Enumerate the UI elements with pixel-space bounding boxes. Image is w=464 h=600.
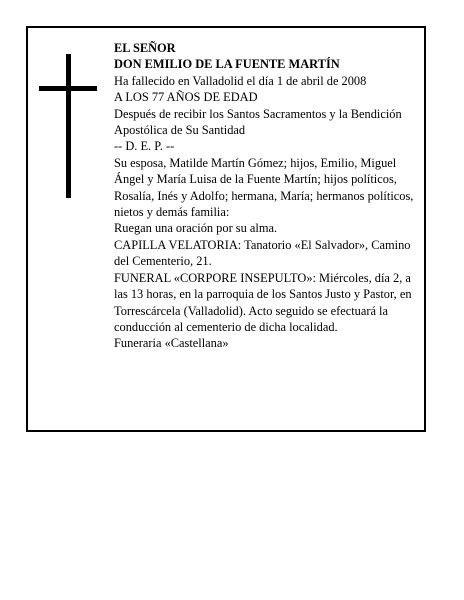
deceased-name: DON EMILIO DE LA FUENTE MARTÍN xyxy=(114,57,340,72)
rip-line: -- D. E. P. -- xyxy=(114,139,175,154)
cross-icon xyxy=(39,54,97,198)
notice-title-line1: EL SEÑOR xyxy=(114,41,176,55)
cross-horizontal-bar xyxy=(39,86,97,91)
chapel-paragraph: CAPILLA VELATORIA: Tanatorio «El Salvador», Camino del Cementerio, 21. xyxy=(114,237,411,269)
notice-text xyxy=(114,40,414,352)
family-paragraph: Su esposa, Matilde Martín Gómez; hijos, Emilio, Miguel Ángel y María Luisa de la Fuente Martín; hijos políticos, Rosalía, Inés y Adolfo; hermana, María; hermanos políticos, nietos y demás familia: xyxy=(114,155,414,220)
cross-vertical-bar xyxy=(66,54,71,198)
sacraments-line: Después de recibir los Santos Sacramentos y la Bendición Apostólica de Su Santidad xyxy=(114,106,402,138)
obituary-notice xyxy=(26,26,426,432)
death-info: Ha fallecido en Valladolid el día 1 de abril de 2008 xyxy=(114,73,367,88)
funeral-home-line: Funeraria «Castellana» xyxy=(114,336,229,351)
funeral-paragraph: FUNERAL «CORPORE INSEPULTO»: Miércoles, día 2, a las 13 horas, en la parroquia de los Santos Justo y Pastor, en Torrescárcela (Valladolid). Acto seguido se efectuará la conducción al cementerio de dicha localidad. xyxy=(114,270,412,334)
prayer-line: Ruegan una oración por su alma. xyxy=(114,221,278,236)
age-line: A LOS 77 AÑOS DE EDAD xyxy=(114,90,258,105)
